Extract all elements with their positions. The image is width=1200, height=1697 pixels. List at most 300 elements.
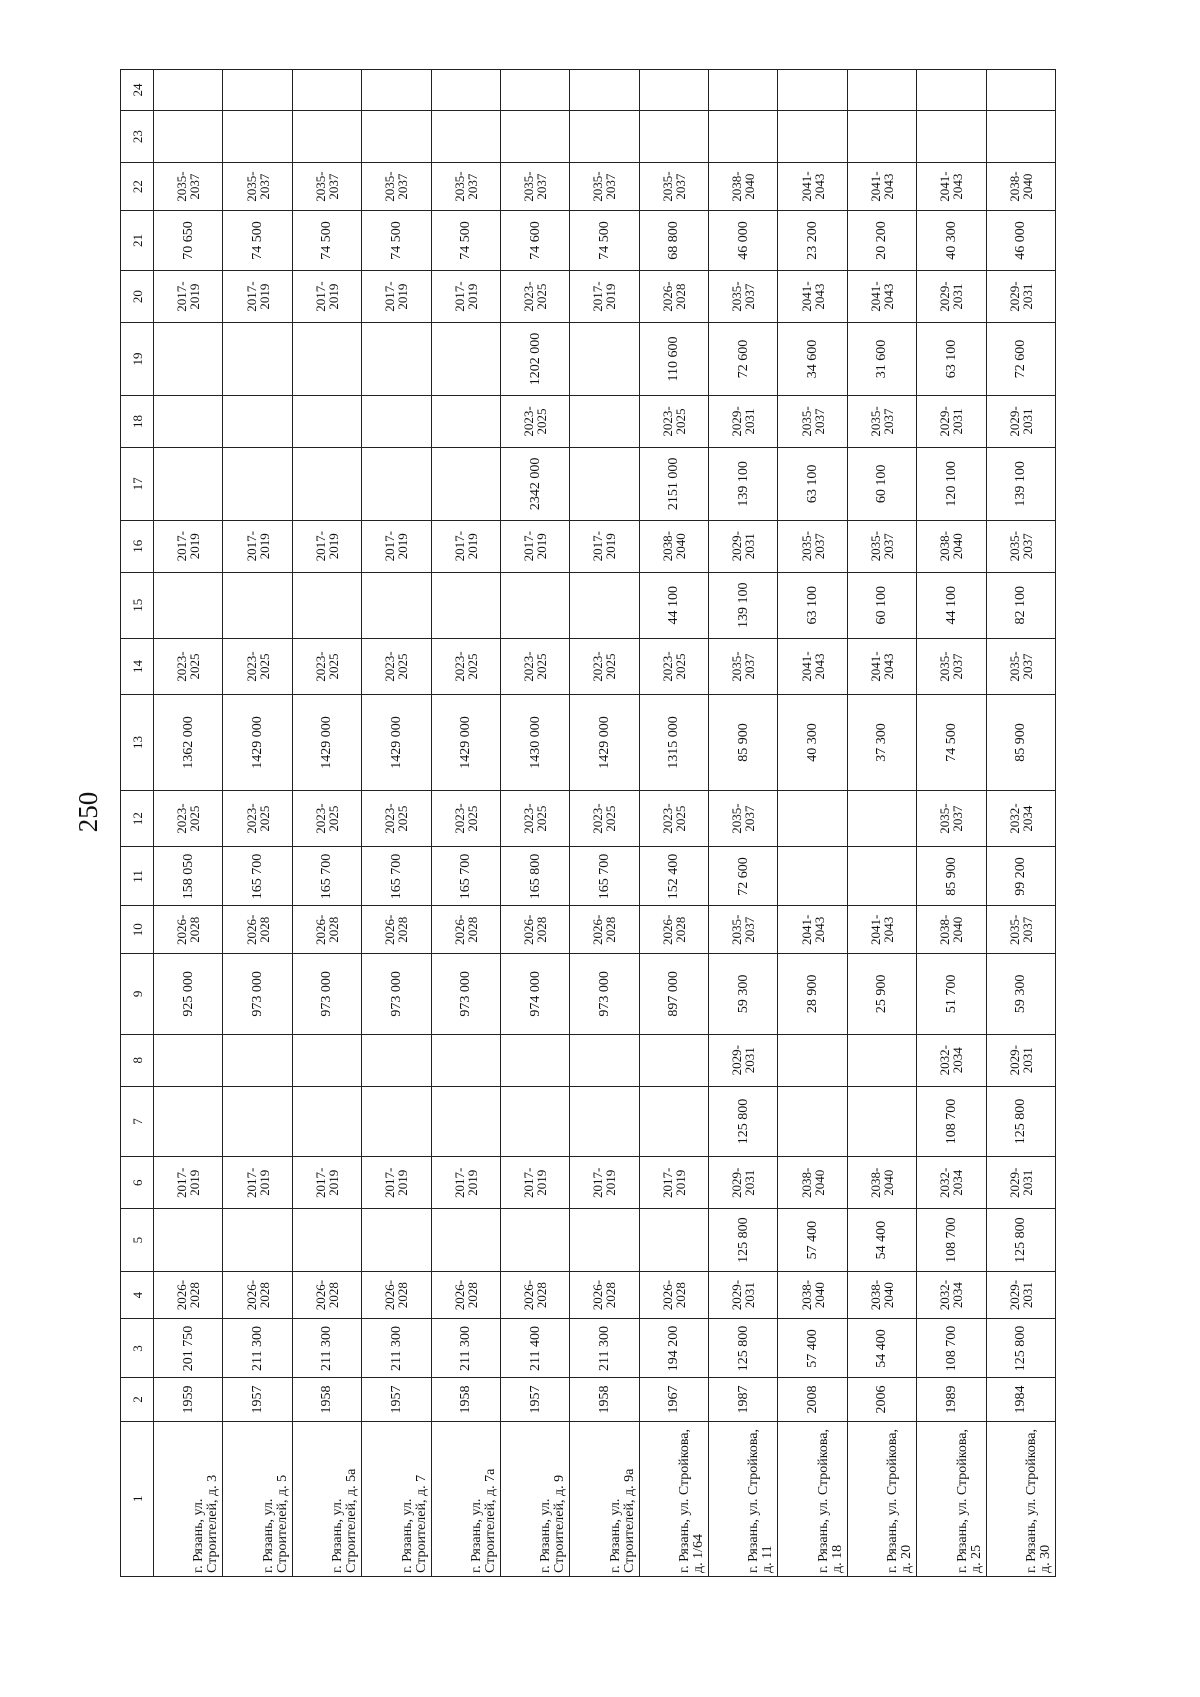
table-cell: 152 400 — [639, 847, 708, 906]
table-row — [917, 70, 986, 1577]
table-cell — [986, 111, 1056, 163]
table-cell: 2032-2034 — [917, 1271, 986, 1319]
table-cell: 165 700 — [570, 847, 639, 906]
table-cell: 2017-2019 — [292, 520, 361, 572]
column-number-cell: 7 — [121, 1086, 154, 1156]
table-cell — [223, 1086, 292, 1156]
table-cell: 20 200 — [847, 210, 916, 270]
table-cell: 85 900 — [709, 695, 778, 790]
table-cell: 2035-2037 — [986, 638, 1056, 695]
table-cell — [223, 395, 292, 447]
table-cell: 2029-2031 — [986, 271, 1056, 323]
table-cell: 2029-2031 — [986, 395, 1056, 447]
table-cell: 2017-2019 — [362, 271, 431, 323]
table-cell: 2041-2043 — [778, 271, 847, 323]
table-cell: 211 300 — [362, 1319, 431, 1378]
table-cell: 120 100 — [917, 448, 986, 521]
table-cell — [570, 1086, 639, 1156]
table-cell: 1957 — [223, 1378, 292, 1421]
table-cell — [500, 1086, 569, 1156]
table-cell: 2029-2031 — [986, 1271, 1056, 1319]
table-cell: 2035-2037 — [223, 163, 292, 211]
table-cell: 2026-2028 — [500, 1271, 569, 1319]
table-row — [362, 70, 431, 1577]
table-cell — [362, 111, 431, 163]
table-cell — [292, 1086, 361, 1156]
table-cell: 57 400 — [778, 1209, 847, 1271]
table-cell: 2017-2019 — [570, 271, 639, 323]
table-cell: 2041-2043 — [778, 638, 847, 695]
table-cell: 2035-2037 — [986, 520, 1056, 572]
table-cell: 973 000 — [570, 954, 639, 1035]
table-cell: 2035-2037 — [917, 790, 986, 847]
table-row — [500, 70, 569, 1577]
table-cell: 2023-2025 — [362, 638, 431, 695]
table-cell: 82 100 — [986, 572, 1056, 638]
table-cell: 2023-2025 — [570, 638, 639, 695]
table-cell — [778, 1086, 847, 1156]
table-cell: 974 000 — [500, 954, 569, 1035]
table-cell: 74 500 — [917, 695, 986, 790]
table-cell — [362, 1086, 431, 1156]
table-cell — [847, 847, 916, 906]
table-cell — [847, 111, 916, 163]
table-cell: 2035-2037 — [778, 395, 847, 447]
column-number-cell: 13 — [121, 695, 154, 790]
table-cell: 2026-2028 — [639, 271, 708, 323]
table-cell: 2029-2031 — [917, 395, 986, 447]
table-cell: 2029-2031 — [986, 1034, 1056, 1086]
table-cell: 2017-2019 — [362, 1157, 431, 1209]
column-number-cell: 8 — [121, 1034, 154, 1086]
table-cell: 2032-2034 — [917, 1157, 986, 1209]
table-cell: 1362 000 — [154, 695, 223, 790]
table-cell — [778, 847, 847, 906]
table-cell: 74 500 — [362, 210, 431, 270]
table-cell: 1958 — [292, 1378, 361, 1421]
table-cell: 2017-2019 — [639, 1157, 708, 1209]
table-cell — [154, 395, 223, 447]
table-cell — [431, 70, 500, 111]
table-cell: 2023-2025 — [639, 790, 708, 847]
table-cell: 2026-2028 — [431, 1271, 500, 1319]
table-cell — [223, 1034, 292, 1086]
table-row — [709, 70, 778, 1577]
table-cell — [570, 1209, 639, 1271]
column-number-cell: 21 — [121, 210, 154, 270]
address-cell: г. Рязань, ул. Строителей, д. 7 — [362, 1421, 431, 1576]
table-cell: 2026-2028 — [154, 906, 223, 954]
table-cell — [500, 111, 569, 163]
column-number-row — [121, 70, 154, 1577]
table-cell: 2035-2037 — [709, 790, 778, 847]
table-cell — [362, 1209, 431, 1271]
address-cell: г. Рязань, ул. Строителей, д. 9 — [500, 1421, 569, 1576]
table-cell: 2035-2037 — [778, 520, 847, 572]
table-row — [154, 70, 223, 1577]
table-cell: 1958 — [570, 1378, 639, 1421]
table-cell — [431, 1086, 500, 1156]
table-cell: 2026-2028 — [431, 906, 500, 954]
table-cell — [639, 1034, 708, 1086]
table-cell: 2035-2037 — [709, 638, 778, 695]
table-cell: 1429 000 — [223, 695, 292, 790]
column-number-cell: 19 — [121, 323, 154, 396]
address-cell: г. Рязань, ул. Стройкова, д. 20 — [847, 1421, 916, 1576]
table-cell: 211 300 — [223, 1319, 292, 1378]
table-cell — [223, 111, 292, 163]
table-cell: 2017-2019 — [223, 271, 292, 323]
table-cell: 46 000 — [709, 210, 778, 270]
table-cell: 2038-2040 — [917, 520, 986, 572]
table-cell: 2023-2025 — [500, 271, 569, 323]
table-cell — [570, 70, 639, 111]
table-cell — [570, 1034, 639, 1086]
column-number-cell: 11 — [121, 847, 154, 906]
table-cell — [570, 323, 639, 396]
table-cell: 2035-2037 — [917, 638, 986, 695]
table-cell — [917, 111, 986, 163]
table-row — [431, 70, 500, 1577]
table-cell — [778, 1034, 847, 1086]
table-cell: 72 600 — [709, 323, 778, 396]
table-cell: 1958 — [431, 1378, 500, 1421]
table-cell: 2038-2040 — [778, 1157, 847, 1209]
table-cell — [292, 111, 361, 163]
address-cell: г. Рязань, ул. Строителей, д. 5а — [292, 1421, 361, 1576]
table-row — [639, 70, 708, 1577]
column-number-cell: 17 — [121, 448, 154, 521]
table-cell: 63 100 — [778, 572, 847, 638]
table-cell: 108 700 — [917, 1209, 986, 1271]
table-cell: 2017-2019 — [431, 1157, 500, 1209]
table-cell: 2035-2037 — [847, 395, 916, 447]
table-row — [778, 70, 847, 1577]
table-cell: 2035-2037 — [709, 271, 778, 323]
table-cell: 2038-2040 — [917, 906, 986, 954]
table-cell — [292, 70, 361, 111]
table-cell — [154, 1209, 223, 1271]
table-cell: 2035-2037 — [362, 163, 431, 211]
table-cell: 2017-2019 — [431, 520, 500, 572]
table-cell: 165 700 — [223, 847, 292, 906]
table-cell — [431, 323, 500, 396]
table-cell: 2017-2019 — [223, 1157, 292, 1209]
table-cell: 2017-2019 — [154, 1157, 223, 1209]
table-cell: 74 500 — [431, 210, 500, 270]
table-cell: 1315 000 — [639, 695, 708, 790]
table-cell: 2017-2019 — [431, 271, 500, 323]
table-cell — [154, 1034, 223, 1086]
table-cell — [154, 1086, 223, 1156]
address-cell: г. Рязань, ул. Стройкова, д. 1/64 — [639, 1421, 708, 1576]
table-cell: 1984 — [986, 1378, 1056, 1421]
table-cell: 2023-2025 — [431, 790, 500, 847]
table-cell: 125 800 — [986, 1209, 1056, 1271]
table-cell: 2029-2031 — [917, 271, 986, 323]
column-number-cell: 20 — [121, 271, 154, 323]
table-cell — [154, 572, 223, 638]
table-cell: 59 300 — [709, 954, 778, 1035]
table-cell: 2017-2019 — [570, 520, 639, 572]
table-cell: 2023-2025 — [500, 790, 569, 847]
table-cell: 2023-2025 — [500, 638, 569, 695]
table-cell: 2023-2025 — [639, 395, 708, 447]
table-cell: 63 100 — [778, 448, 847, 521]
table-cell: 973 000 — [431, 954, 500, 1035]
table-cell: 2029-2031 — [709, 395, 778, 447]
table-cell: 2023-2025 — [154, 790, 223, 847]
table-row — [223, 70, 292, 1577]
table-cell — [223, 1209, 292, 1271]
table-cell: 2017-2019 — [292, 1157, 361, 1209]
table-cell — [570, 395, 639, 447]
table-cell: 57 400 — [778, 1319, 847, 1378]
table-cell: 925 000 — [154, 954, 223, 1035]
table-cell: 2038-2040 — [709, 163, 778, 211]
table-cell: 2038-2040 — [847, 1157, 916, 1209]
table-cell: 2023-2025 — [154, 638, 223, 695]
table-cell: 973 000 — [223, 954, 292, 1035]
table-cell: 2026-2028 — [639, 906, 708, 954]
table-cell: 2035-2037 — [431, 163, 500, 211]
table-cell — [154, 448, 223, 521]
column-number-cell: 12 — [121, 790, 154, 847]
table-cell: 1202 000 — [500, 323, 569, 396]
table-cell: 108 700 — [917, 1086, 986, 1156]
table-cell — [431, 572, 500, 638]
table-cell: 74 600 — [500, 210, 569, 270]
table-cell — [292, 395, 361, 447]
table-cell: 85 900 — [986, 695, 1056, 790]
table-cell: 2017-2019 — [362, 520, 431, 572]
table-cell: 1989 — [917, 1378, 986, 1421]
table-cell: 2017-2019 — [500, 520, 569, 572]
column-number-cell: 22 — [121, 163, 154, 211]
table-cell — [778, 111, 847, 163]
table-cell: 2032-2034 — [917, 1034, 986, 1086]
table-cell: 60 100 — [847, 572, 916, 638]
table-cell: 165 700 — [431, 847, 500, 906]
table-cell — [500, 70, 569, 111]
table-cell: 1957 — [362, 1378, 431, 1421]
table-cell: 2008 — [778, 1378, 847, 1421]
column-number-cell: 3 — [121, 1319, 154, 1378]
table-cell — [292, 1034, 361, 1086]
table-cell — [847, 1086, 916, 1156]
table-cell — [154, 70, 223, 111]
table-cell: 2035-2037 — [986, 906, 1056, 954]
table-cell: 2023-2025 — [570, 790, 639, 847]
rotated-table-container — [120, 69, 1056, 1577]
column-number-cell: 15 — [121, 572, 154, 638]
table-cell: 2029-2031 — [709, 1034, 778, 1086]
table-cell: 2035-2037 — [847, 520, 916, 572]
table-cell: 2041-2043 — [847, 163, 916, 211]
table-cell: 68 800 — [639, 210, 708, 270]
table-cell: 2041-2043 — [847, 638, 916, 695]
table-cell: 2026-2028 — [639, 1271, 708, 1319]
table-cell: 25 900 — [847, 954, 916, 1035]
table-cell — [362, 70, 431, 111]
table-cell — [292, 448, 361, 521]
table-cell: 125 800 — [986, 1319, 1056, 1378]
table-cell — [778, 70, 847, 111]
table-cell — [639, 111, 708, 163]
table-cell: 165 700 — [362, 847, 431, 906]
table-cell: 74 500 — [223, 210, 292, 270]
table-cell: 2026-2028 — [292, 1271, 361, 1319]
table-cell — [292, 572, 361, 638]
table-cell: 37 300 — [847, 695, 916, 790]
table-cell: 1429 000 — [362, 695, 431, 790]
table-cell: 2041-2043 — [778, 163, 847, 211]
table-cell — [500, 1209, 569, 1271]
table-cell: 2026-2028 — [500, 906, 569, 954]
column-number-cell: 2 — [121, 1378, 154, 1421]
address-cell: г. Рязань, ул. Строителей, д. 5 — [223, 1421, 292, 1576]
table-cell: 2038-2040 — [639, 520, 708, 572]
table-cell: 165 800 — [500, 847, 569, 906]
address-cell: г. Рязань, ул. Строителей, д. 7а — [431, 1421, 500, 1576]
table-cell: 2038-2040 — [847, 1271, 916, 1319]
table-cell: 1967 — [639, 1378, 708, 1421]
table-cell: 2041-2043 — [847, 906, 916, 954]
table-cell: 2029-2031 — [709, 520, 778, 572]
table-cell: 1429 000 — [292, 695, 361, 790]
table-cell: 2035-2037 — [570, 163, 639, 211]
table-cell: 2038-2040 — [778, 1271, 847, 1319]
table-cell: 2026-2028 — [570, 906, 639, 954]
table-cell: 2041-2043 — [847, 271, 916, 323]
table-cell: 2041-2043 — [778, 906, 847, 954]
table-cell: 46 000 — [986, 210, 1056, 270]
table-cell: 34 600 — [778, 323, 847, 396]
table-cell: 2035-2037 — [292, 163, 361, 211]
table-cell — [570, 448, 639, 521]
table-cell: 2023-2025 — [223, 790, 292, 847]
table-cell — [847, 70, 916, 111]
table-cell: 1957 — [500, 1378, 569, 1421]
table-cell — [986, 70, 1056, 111]
table-cell: 201 750 — [154, 1319, 223, 1378]
table-cell — [292, 1209, 361, 1271]
table-cell: 2026-2028 — [362, 1271, 431, 1319]
table-cell: 211 300 — [570, 1319, 639, 1378]
table-cell: 211 400 — [500, 1319, 569, 1378]
table-cell — [639, 1209, 708, 1271]
table-cell: 2017-2019 — [500, 1157, 569, 1209]
column-number-cell: 14 — [121, 638, 154, 695]
table-cell: 40 300 — [778, 695, 847, 790]
column-number-cell: 1 — [121, 1421, 154, 1576]
table-cell: 108 700 — [917, 1319, 986, 1378]
table-cell — [709, 70, 778, 111]
table-cell: 125 800 — [709, 1086, 778, 1156]
table-cell: 125 800 — [709, 1209, 778, 1271]
table-cell: 31 600 — [847, 323, 916, 396]
table-cell — [223, 70, 292, 111]
table-cell: 2023-2025 — [431, 638, 500, 695]
table-cell: 2023-2025 — [223, 638, 292, 695]
table-cell: 74 500 — [570, 210, 639, 270]
table-row — [847, 70, 916, 1577]
table-cell: 59 300 — [986, 954, 1056, 1035]
table-cell — [154, 323, 223, 396]
table-cell: 44 100 — [917, 572, 986, 638]
table-cell — [917, 70, 986, 111]
address-cell: г. Рязань, ул. Строителей, д. 9а — [570, 1421, 639, 1576]
table-cell: 139 100 — [709, 572, 778, 638]
table-cell: 165 700 — [292, 847, 361, 906]
column-number-cell: 24 — [121, 70, 154, 111]
capital-repair-table — [120, 69, 1056, 1577]
address-cell: г. Рязань, ул. Стройкова, д. 25 — [917, 1421, 986, 1576]
table-cell: 139 100 — [986, 448, 1056, 521]
table-cell — [154, 111, 223, 163]
table-cell: 2023-2025 — [292, 638, 361, 695]
table-cell — [570, 572, 639, 638]
table-cell: 211 300 — [292, 1319, 361, 1378]
column-number-cell: 5 — [121, 1209, 154, 1271]
address-cell: г. Рязань, ул. Стройкова, д. 11 — [709, 1421, 778, 1576]
table-cell — [362, 572, 431, 638]
table-cell: 72 600 — [986, 323, 1056, 396]
table-cell — [431, 1034, 500, 1086]
table-cell — [362, 1034, 431, 1086]
table-cell: 99 200 — [986, 847, 1056, 906]
table-cell: 72 600 — [709, 847, 778, 906]
address-cell: г. Рязань, ул. Стройкова, д. 18 — [778, 1421, 847, 1576]
table-cell: 194 200 — [639, 1319, 708, 1378]
table-cell: 1987 — [709, 1378, 778, 1421]
table-cell — [431, 1209, 500, 1271]
address-cell: г. Рязань, ул. Строителей, д. 3 — [154, 1421, 223, 1576]
table-cell: 1429 000 — [431, 695, 500, 790]
column-number-cell: 18 — [121, 395, 154, 447]
table-cell: 211 300 — [431, 1319, 500, 1378]
table-cell: 2026-2028 — [362, 906, 431, 954]
table-cell: 2035-2037 — [500, 163, 569, 211]
table-cell: 1429 000 — [570, 695, 639, 790]
table-cell: 125 800 — [709, 1319, 778, 1378]
table-cell: 54 400 — [847, 1319, 916, 1378]
table-cell — [570, 111, 639, 163]
table-cell: 2026-2028 — [154, 1271, 223, 1319]
table-cell — [431, 111, 500, 163]
table-cell — [223, 323, 292, 396]
table-cell — [500, 1034, 569, 1086]
table-cell: 897 000 — [639, 954, 708, 1035]
table-cell: 158 050 — [154, 847, 223, 906]
table-cell: 74 500 — [292, 210, 361, 270]
table-cell: 2023-2025 — [292, 790, 361, 847]
table-cell: 2035-2037 — [709, 906, 778, 954]
table-cell: 1430 000 — [500, 695, 569, 790]
column-number-cell: 23 — [121, 111, 154, 163]
table-cell — [223, 572, 292, 638]
table-cell: 2023-2025 — [639, 638, 708, 695]
table-cell: 2017-2019 — [154, 271, 223, 323]
table-cell: 60 100 — [847, 448, 916, 521]
table-cell — [362, 448, 431, 521]
table-cell: 2029-2031 — [986, 1157, 1056, 1209]
page-number: 250 — [73, 791, 103, 833]
table-cell: 44 100 — [639, 572, 708, 638]
table-cell: 2026-2028 — [570, 1271, 639, 1319]
table-cell: 110 600 — [639, 323, 708, 396]
table-cell: 85 900 — [917, 847, 986, 906]
